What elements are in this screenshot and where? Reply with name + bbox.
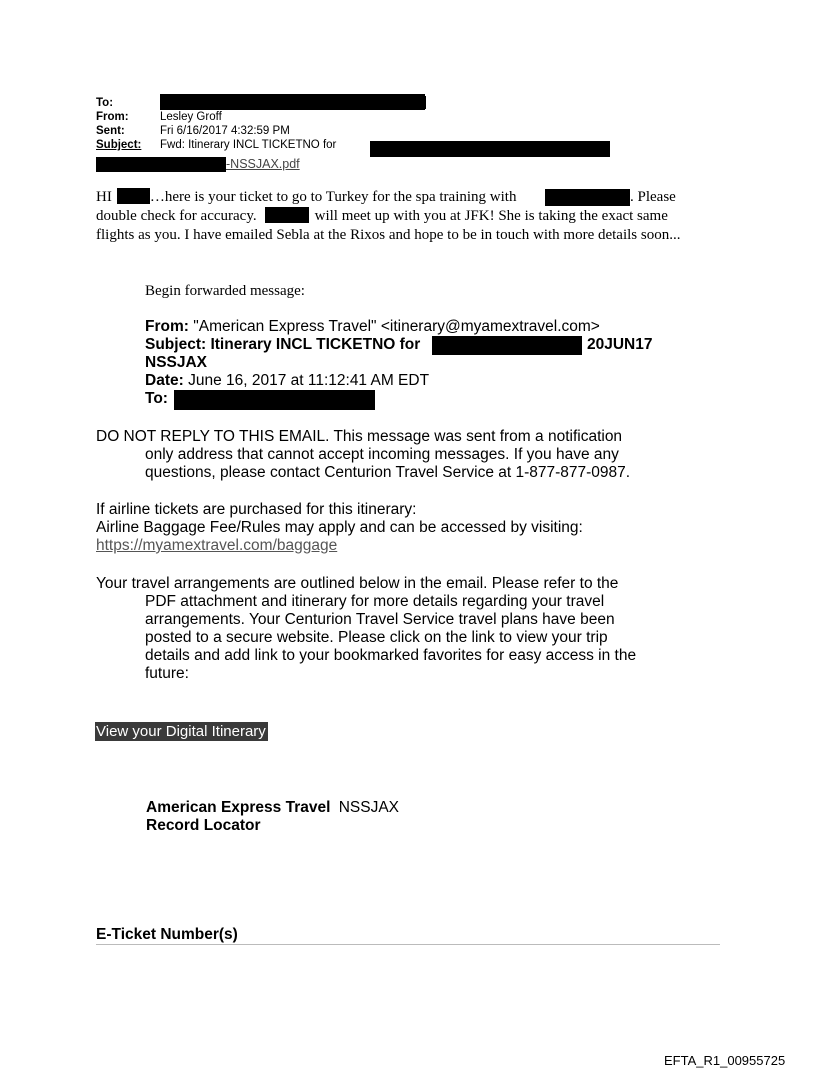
arrangements-paragraph	[96, 575, 696, 683]
record-label-line1: American Express Travel	[146, 799, 331, 816]
sent-value: Fri 6/16/2017 4:32:59 PM	[160, 125, 290, 137]
body-line1-a: HI	[96, 189, 112, 205]
notice-line-3: questions, please contact Centurion Travel Service at 1-877-877-0987.	[145, 464, 631, 481]
arrangements-line-5: details and add link to your bookmarked favorites for easy access in the	[145, 647, 637, 664]
baggage-line-1: If airline tickets are purchased for this itinerary:	[96, 501, 417, 518]
fwd-from-value: "American Express Travel" <itinerary@myamextravel.com>	[193, 318, 600, 335]
redaction-subject-2	[96, 157, 226, 172]
fwd-to-label: To:	[145, 390, 168, 407]
body-line2-a: double check for accuracy.	[96, 208, 257, 224]
redaction-name	[117, 188, 150, 204]
view-digital-itinerary-button[interactable]: View your Digital Itinerary	[96, 723, 266, 740]
record-locator-value: NSSJAX	[338, 799, 400, 816]
attachment-link[interactable]: -NSSJAX.pdf	[226, 157, 300, 171]
redaction-to	[160, 94, 425, 110]
fwd-from-line	[145, 318, 600, 336]
from-label: From:	[96, 111, 129, 123]
forwarded-intro: Begin forwarded message:	[145, 283, 305, 299]
redaction-companion	[265, 207, 309, 223]
arrangements-line-6: future:	[145, 665, 189, 682]
fwd-subject-label: Subject: Itinerary INCL TICKETNO for	[145, 336, 421, 353]
baggage-link[interactable]: https://myamextravel.com/baggage	[96, 537, 338, 554]
redaction-edge	[425, 96, 426, 109]
arrangements-line-2: PDF attachment and itinerary for more details regarding your travel	[145, 593, 605, 610]
eticket-heading: E-Ticket Number(s)	[96, 926, 238, 943]
arrangements-line-4: posted to a secure website. Please click on the link to view your trip	[145, 629, 608, 646]
record-locator-block	[146, 799, 399, 835]
fwd-date-value: June 16, 2017 at 11:12:41 AM EDT	[188, 372, 430, 389]
body-line-3: flights as you. I have emailed Sebla at the Rixos and hope to be in touch with more details soon...	[96, 227, 681, 243]
subject-label: Subject:	[96, 139, 142, 151]
body-line2-b: will meet up with you at JFK! She is taking the exact same	[314, 208, 668, 224]
record-label-line2: Record Locator	[146, 817, 261, 834]
fwd-date-label: Date:	[145, 372, 184, 389]
redaction-fwd-to	[174, 390, 375, 410]
redaction-trainer	[545, 189, 630, 206]
notice-paragraph	[96, 428, 696, 482]
baggage-paragraph	[96, 501, 696, 555]
body-line-2	[96, 207, 668, 226]
document-id: EFTA_R1_00955725	[664, 1053, 786, 1068]
body-line-1	[96, 188, 516, 207]
redaction-subject-1	[370, 141, 610, 157]
arrangements-line-1: Your travel arrangements are outlined below in the email. Please refer to the	[96, 575, 619, 592]
body-line1-b: …here is your ticket to go to Turkey for the spa training with	[149, 189, 517, 205]
sent-label: Sent:	[96, 125, 125, 137]
fwd-subject-line2: NSSJAX	[145, 354, 208, 371]
notice-line-1: DO NOT REPLY TO THIS EMAIL. This message was sent from a notification	[96, 428, 623, 445]
arrangements-line-3: arrangements. Your Centurion Travel Service travel plans have been	[145, 611, 615, 628]
redaction-fwd-subject	[432, 336, 582, 355]
fwd-date-line	[145, 372, 429, 390]
from-value: Lesley Groff	[160, 111, 222, 123]
body-line1-c: . Please	[630, 189, 676, 205]
subject-value: Fwd: Itinerary INCL TICKETNO for	[160, 139, 337, 151]
baggage-line-2: Airline Baggage Fee/Rules may apply and can be accessed by visiting:	[96, 519, 583, 536]
to-label: To:	[96, 97, 114, 109]
fwd-subject-suffix: 20JUN17	[587, 336, 653, 353]
fwd-from-label: From:	[145, 318, 189, 335]
eticket-divider	[96, 944, 720, 945]
notice-line-2: only address that cannot accept incoming messages. If you have any	[145, 446, 619, 463]
